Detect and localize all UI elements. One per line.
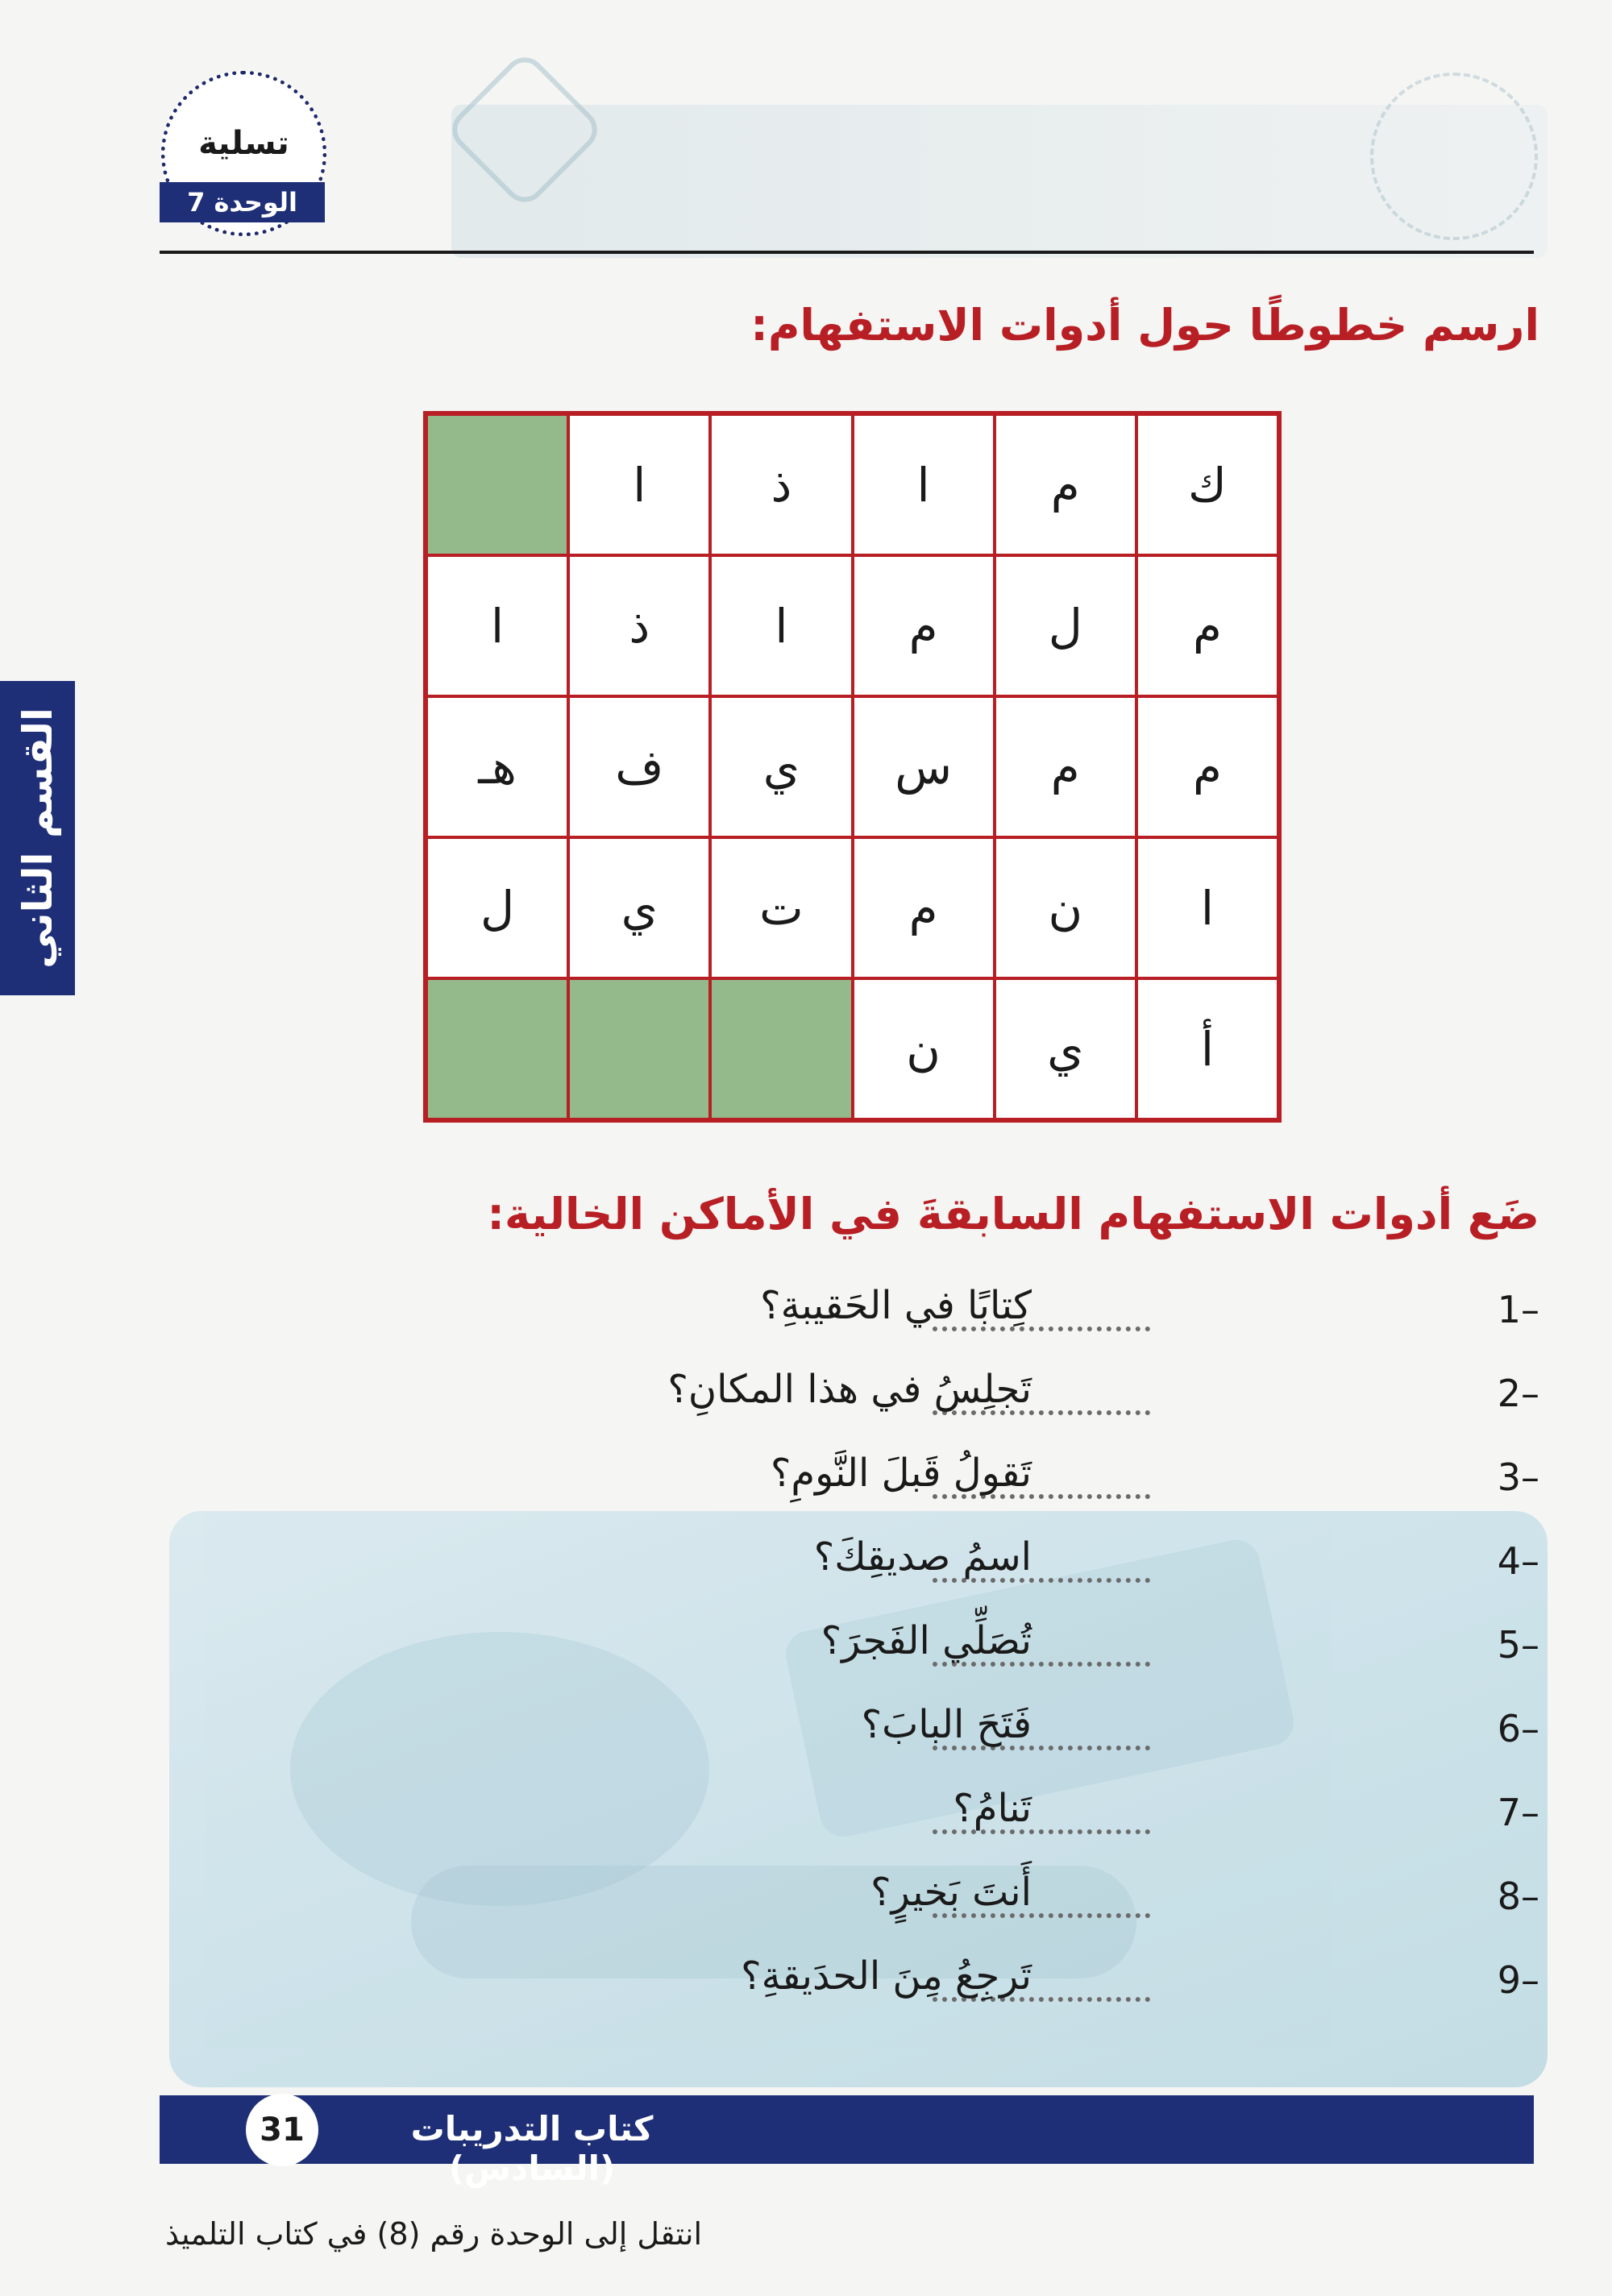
question-item — [339, 1868, 1564, 1952]
question-number: 4– — [1497, 1539, 1539, 1583]
grid-cell[interactable]: ا — [853, 414, 995, 555]
grid-cell[interactable]: ن — [853, 978, 995, 1119]
grid-cell[interactable]: م — [995, 414, 1136, 555]
page-number: 31 — [246, 2094, 318, 2166]
grid-cell[interactable]: ا — [426, 555, 568, 696]
grid-cell[interactable]: م — [1136, 696, 1278, 837]
grid-cell[interactable]: ذ — [710, 414, 852, 555]
grid-cell[interactable]: ي — [568, 837, 710, 978]
grid-cell[interactable]: ذ — [568, 555, 710, 696]
grid-cell[interactable]: ا — [710, 555, 852, 696]
grid-cell[interactable]: ي — [710, 696, 852, 837]
grid-cell[interactable]: ل — [426, 837, 568, 978]
grid-cell[interactable] — [710, 978, 852, 1119]
grid-cell[interactable]: ا — [568, 414, 710, 555]
grid-cell[interactable]: م — [853, 555, 995, 696]
grid-cell[interactable]: ك — [1136, 414, 1278, 555]
unit-label: الوحدة 7 — [160, 182, 325, 222]
question-item — [339, 1533, 1564, 1617]
question-text: تَقولُ قَبلَ النَّومِ؟ — [770, 1451, 1032, 1496]
question-text: كِتابًا في الحَقيبةِ؟ — [760, 1283, 1032, 1328]
question-text: تَجلِسُ في هذا المكانِ؟ — [667, 1367, 1032, 1412]
grid-cell[interactable]: م — [995, 696, 1136, 837]
grid-cell[interactable]: ف — [568, 696, 710, 837]
grid-cell[interactable]: ت — [710, 837, 852, 978]
question-number: 8– — [1497, 1875, 1539, 1918]
question-number: 6– — [1497, 1707, 1539, 1750]
grid-cell[interactable] — [568, 978, 710, 1119]
question-list — [339, 1281, 1564, 2036]
exercise1-title: ارسم خطوطًا حول أدوات الاستفهام: — [750, 300, 1539, 351]
question-text: تَنامُ؟ — [953, 1786, 1032, 1831]
question-item — [339, 1449, 1564, 1533]
question-number: 5– — [1497, 1623, 1539, 1667]
letter-grid — [423, 411, 1282, 1123]
question-item — [339, 1617, 1564, 1700]
header-circle-decoration — [1370, 73, 1538, 240]
side-tab-label: القسم الثاني — [14, 708, 61, 969]
question-number: 2– — [1497, 1372, 1539, 1415]
grid-cell[interactable]: م — [853, 837, 995, 978]
question-text: فَتَحَ البابَ؟ — [861, 1702, 1032, 1747]
grid-cell[interactable]: ا — [1136, 837, 1278, 978]
header-divider — [160, 251, 1534, 254]
question-text: اسمُ صديقِكَ؟ — [813, 1534, 1032, 1580]
section-badge-label: تسلية — [198, 125, 289, 162]
question-text: تُصَلِّي الفَجرَ؟ — [821, 1618, 1032, 1663]
question-text: تَرجِعُ مِنَ الحدَيقةِ؟ — [741, 1953, 1032, 1999]
grid-cell[interactable]: ل — [995, 555, 1136, 696]
exercise2-title: ضَع أدوات الاستفهام السابقةَ في الأماكن الخالية: — [487, 1189, 1539, 1239]
question-item — [339, 1784, 1564, 1868]
question-number: 7– — [1497, 1791, 1539, 1834]
question-item — [339, 1700, 1564, 1784]
question-item — [339, 1365, 1564, 1449]
question-item — [339, 1281, 1564, 1365]
question-number: 9– — [1497, 1958, 1539, 2002]
grid-cell[interactable]: ي — [995, 978, 1136, 1119]
grid-cell[interactable]: س — [853, 696, 995, 837]
grid-cell[interactable]: ن — [995, 837, 1136, 978]
question-number: 1– — [1497, 1288, 1539, 1331]
book-title: كتاب التدريبات (السادس) — [410, 2109, 654, 2188]
question-text: أَنتَ بَخيرٍ؟ — [870, 1870, 1032, 1915]
section-side-tab — [0, 681, 75, 995]
grid-cell[interactable]: م — [1136, 555, 1278, 696]
question-number: 3– — [1497, 1455, 1539, 1499]
question-item — [339, 1952, 1564, 2036]
grid-cell[interactable]: هـ — [426, 696, 568, 837]
grid-cell[interactable] — [426, 414, 568, 555]
footer-note: انتقل إلى الوحدة رقم (8) في كتاب التلميذ — [165, 2216, 703, 2252]
grid-cell[interactable]: أ — [1136, 978, 1278, 1119]
grid-cell[interactable] — [426, 978, 568, 1119]
